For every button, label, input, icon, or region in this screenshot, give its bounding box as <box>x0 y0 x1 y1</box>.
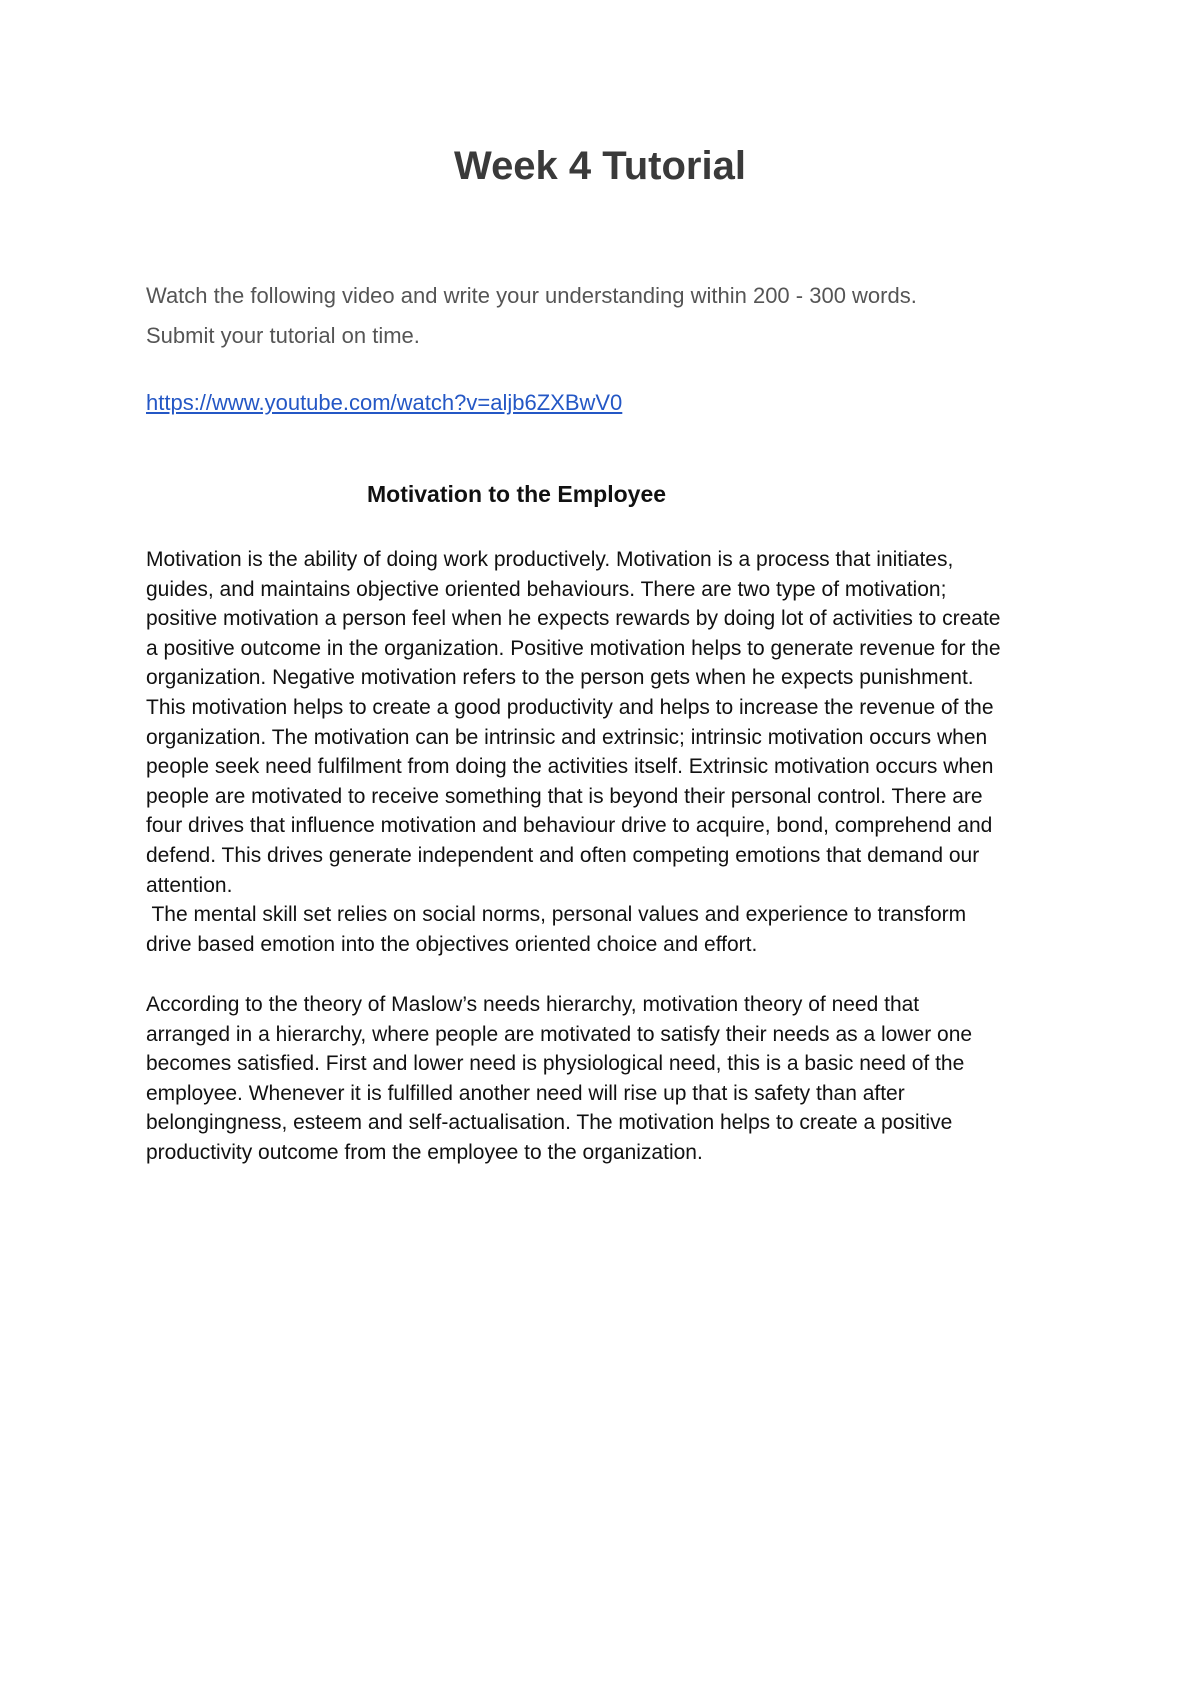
paragraph-line: defend. This drives generate independent and often competing emotions that demand our <box>146 843 980 867</box>
video-link[interactable]: https://www.youtube.com/watch?v=aljb6ZXBwV0 <box>146 390 623 415</box>
paragraph-line: This motivation helps to create a good productivity and helps to increase the revenue of the <box>146 695 994 719</box>
paragraph-line: attention. <box>146 873 233 897</box>
paragraph-line: belongingness, esteem and self-actualisation. The motivation helps to create a positive <box>146 1111 953 1135</box>
paragraph-line: becomes satisfied. First and lower need is physiological need, this is a basic need of the <box>146 1052 965 1076</box>
paragraph-line: people seek need fulfilment from doing the activities itself. Extrinsic motivation occurs when <box>146 755 994 779</box>
paragraph-line: arranged in a hierarchy, where people are motivated to satisfy their needs as a lower one <box>146 1022 973 1046</box>
section-heading: Motivation to the Employee <box>367 481 667 507</box>
paragraph-line: employee. Whenever it is fulfilled another need will rise up that is safety than after <box>146 1081 905 1105</box>
paragraph-line: guides, and maintains objective oriented behaviours. There are two type of motivation; <box>146 577 947 601</box>
paragraph-line: drive based emotion into the objectives oriented choice and effort. <box>146 932 758 956</box>
paragraph-motivation <box>146 545 1076 959</box>
paragraph-line: productivity outcome from the employee to the organization. <box>146 1140 703 1164</box>
paragraph-maslow <box>146 990 1076 1168</box>
instruction-line: Submit your tutorial on time. <box>146 323 420 348</box>
paragraph-line: positive motivation a person feel when he expects rewards by doing lot of activities to create <box>146 607 1001 631</box>
paragraph-line: people are motivated to receive something that is beyond their personal control. There are <box>146 784 983 808</box>
paragraph-line: According to the theory of Maslow’s needs hierarchy, motivation theory of need that <box>146 993 920 1016</box>
paragraph-line: four drives that influence motivation and behaviour drive to acquire, bond, comprehend and <box>146 814 993 838</box>
instruction-line: Watch the following video and write your understanding within 200 - 300 words. <box>146 283 917 308</box>
paragraph-line: organization. The motivation can be intrinsic and extrinsic; intrinsic motivation occurs when <box>146 725 988 749</box>
page-title: Week 4 Tutorial <box>454 144 746 188</box>
paragraph-line: organization. Negative motivation refers to the person gets when he expects punishment. <box>146 666 974 690</box>
paragraph-line: The mental skill set relies on social norms, personal values and experience to transform <box>146 903 967 927</box>
paragraph-line: a positive outcome in the organization. Positive motivation helps to generate revenue for the <box>146 636 1001 660</box>
paragraph-line: Motivation is the ability of doing work productively. Motivation is a process that initiates, <box>146 548 954 571</box>
